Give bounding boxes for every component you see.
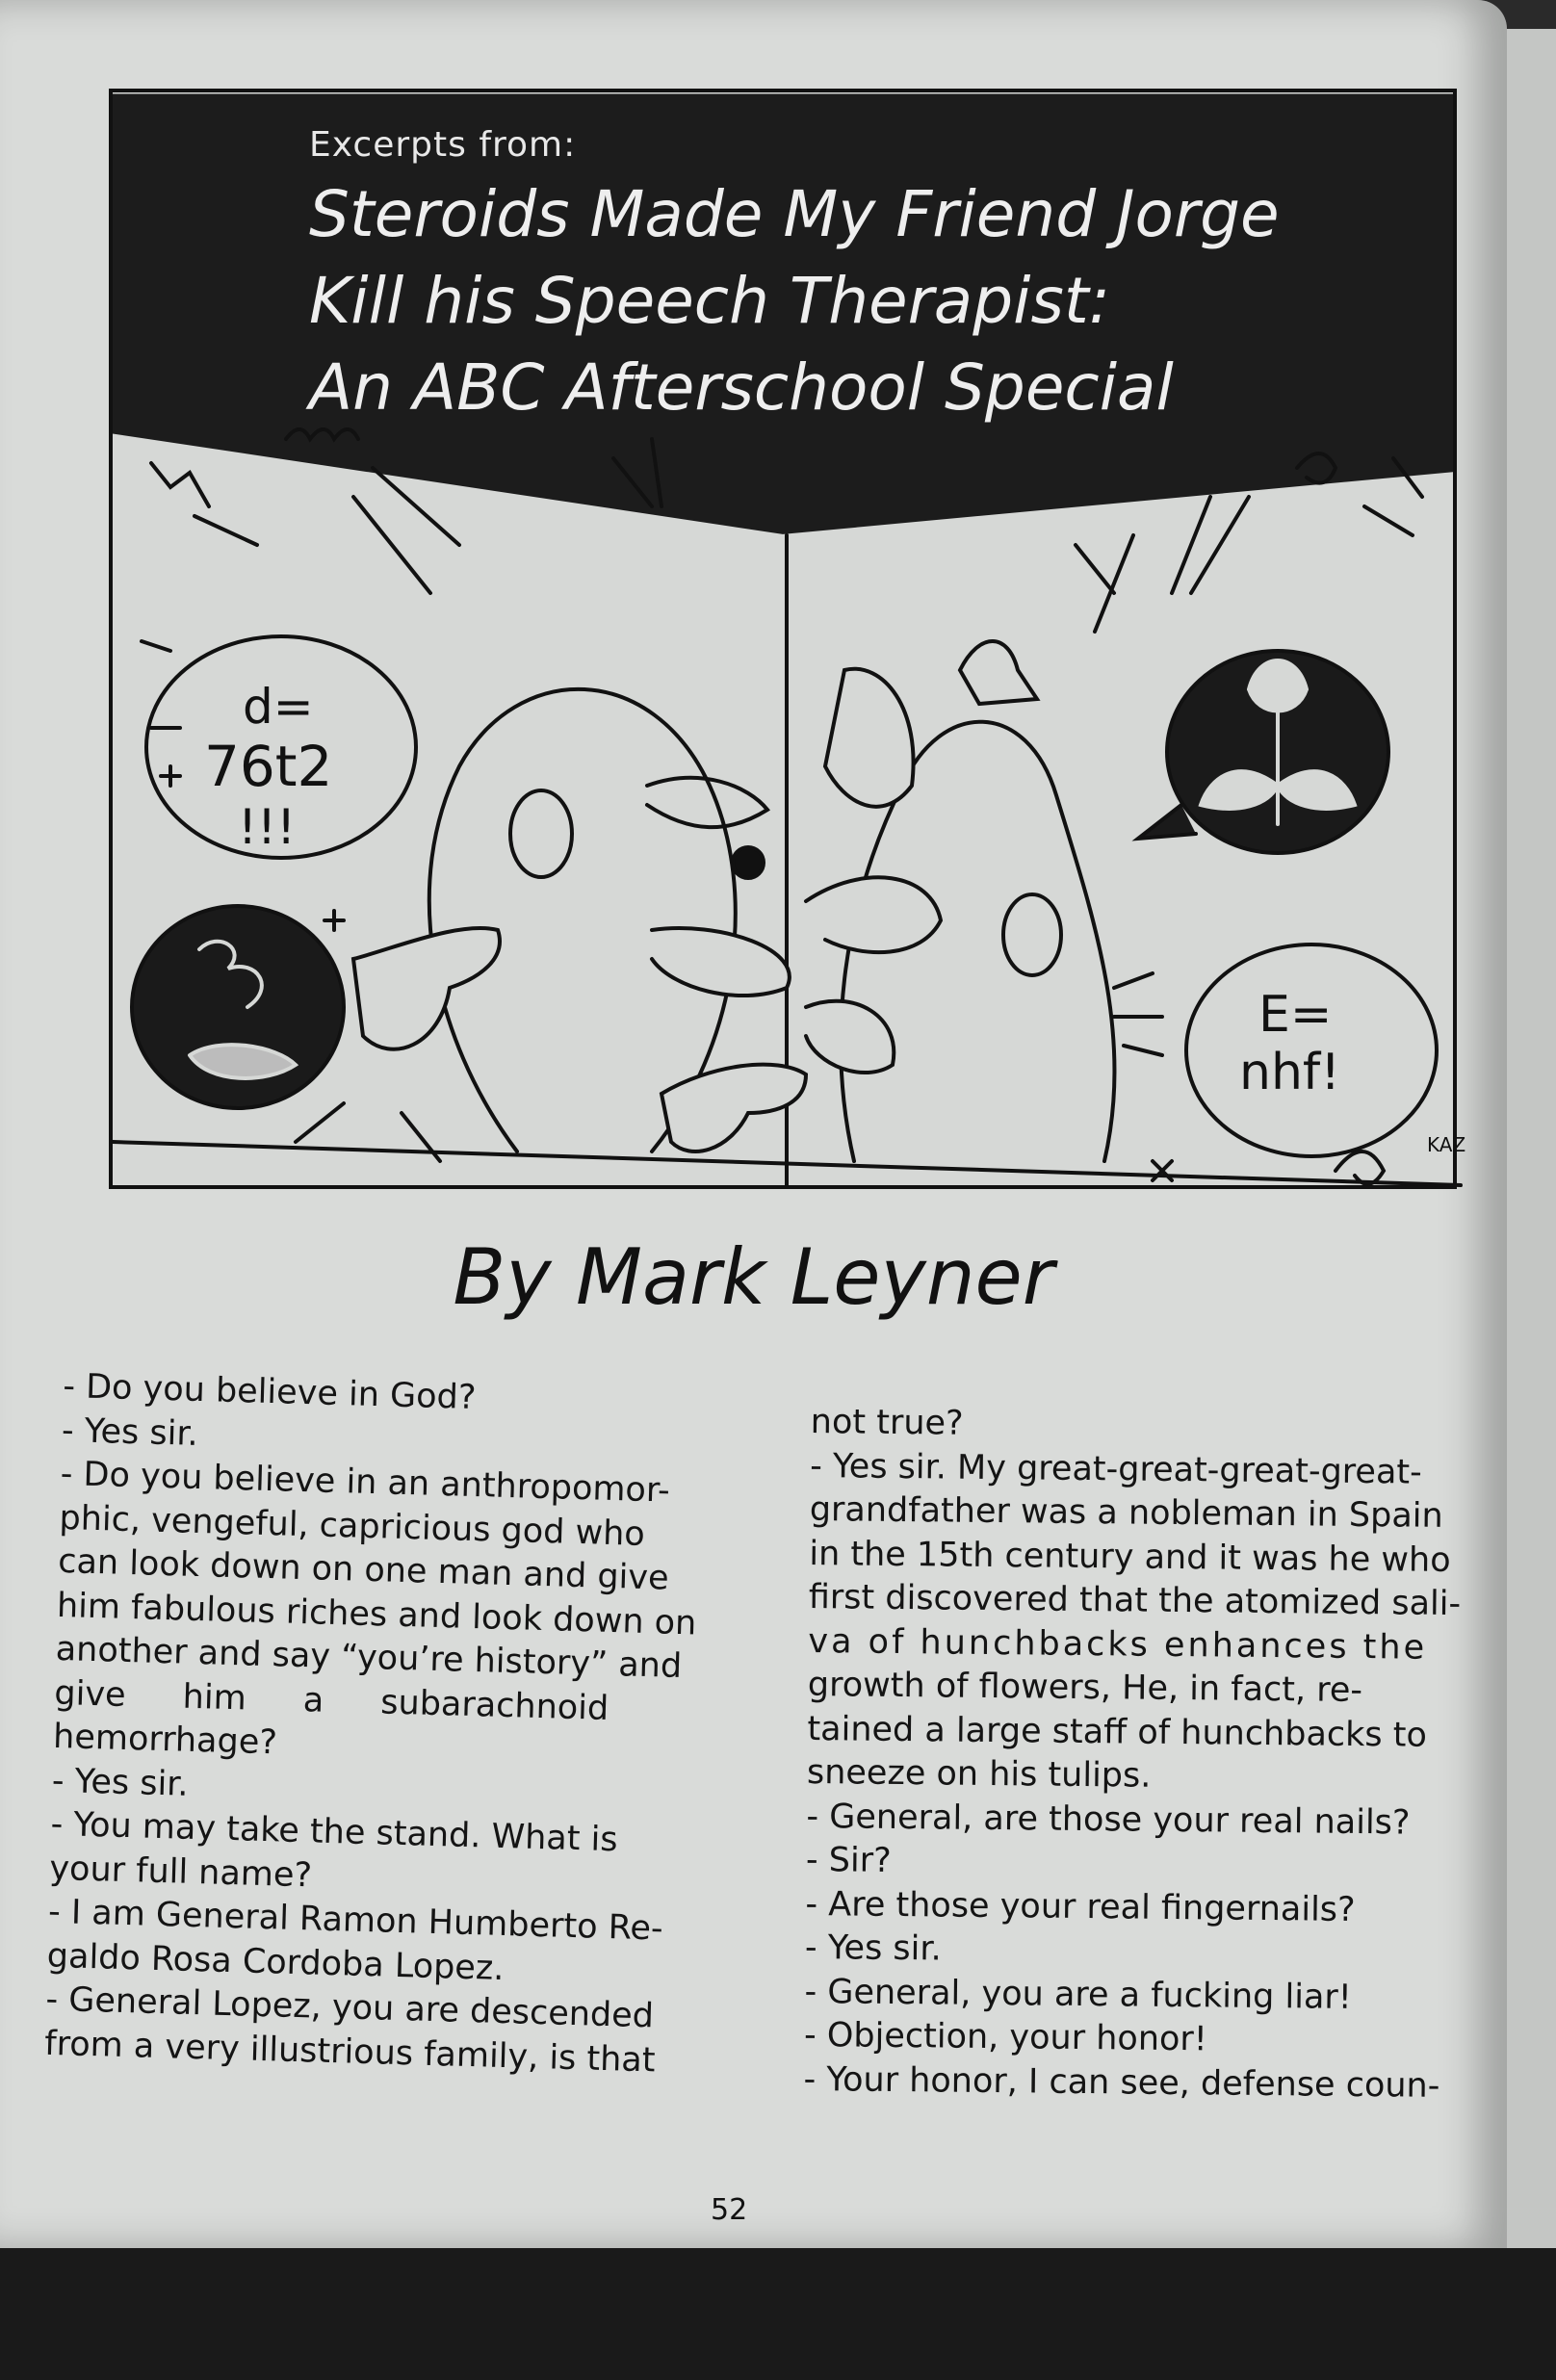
title-line-1: Steroids Made My Friend Jorge bbox=[309, 177, 1280, 251]
right-text-column bbox=[803, 1401, 1465, 2108]
facing-page-edge bbox=[1502, 29, 1556, 2282]
left-bubble-line-3: !!! bbox=[238, 799, 297, 855]
artist-signature: KAZ bbox=[1427, 1133, 1466, 1156]
title-line-3: An ABC Afterschool Special bbox=[309, 350, 1174, 425]
text-line: him fabulous riches and look down on bbox=[56, 1586, 697, 1643]
text-line: - Sir? bbox=[805, 1840, 892, 1880]
text-line: - General, are those your real nails? bbox=[806, 1797, 1411, 1843]
page-number: 52 bbox=[711, 2193, 748, 2227]
text-line: can look down on one man and give bbox=[57, 1541, 670, 1598]
background-surface bbox=[0, 2248, 1556, 2380]
header-illustration-box bbox=[109, 89, 1466, 1189]
text-line: - Do you believe in an anthropomor- bbox=[60, 1454, 671, 1511]
text-line: your full name? bbox=[48, 1849, 313, 1895]
text-line: growth of flowers, He, in fact, re- bbox=[807, 1665, 1363, 1711]
left-text-column bbox=[44, 1365, 718, 2084]
text-line: - General, you are a fucking liar! bbox=[804, 1972, 1353, 2017]
text-line: tained a large staff of hunchbacks to bbox=[807, 1709, 1428, 1755]
left-bubble-line-1: d= bbox=[243, 679, 314, 735]
text-line: sneeze on his tulips. bbox=[806, 1752, 1152, 1796]
text-line: - Yes sir. bbox=[61, 1410, 199, 1454]
text-line: va of hunchbacks enhances the bbox=[808, 1621, 1428, 1668]
text-line: from a very illustrious family, is that bbox=[43, 2024, 657, 2080]
byline: By Mark Leyner bbox=[453, 1232, 1054, 1322]
title-line-2: Kill his Speech Therapist: bbox=[309, 264, 1110, 338]
text-line: - Do you believe in God? bbox=[62, 1366, 477, 1417]
text-line: grandfather was a nobleman in Spain bbox=[809, 1489, 1443, 1536]
text-line: - Are those your real fingernails? bbox=[805, 1884, 1356, 1929]
text-line: - Yes sir. bbox=[804, 1927, 942, 1969]
right-bubble-line-2: nhf! bbox=[1239, 1044, 1341, 1101]
text-line: another and say “you’re history” and bbox=[55, 1629, 683, 1687]
text-line: phic, vengeful, capricious god who bbox=[59, 1498, 646, 1554]
text-line: give him a subarachnoid bbox=[53, 1673, 609, 1728]
text-line: in the 15th century and it was he who bbox=[809, 1534, 1451, 1580]
text-line: - Your honor, I can see, defense coun- bbox=[803, 2059, 1440, 2106]
text-line: - You may take the stand. What is bbox=[50, 1804, 619, 1860]
excerpts-label: Excerpts from: bbox=[309, 125, 577, 165]
text-line: - Yes sir. My great-great-great-great- bbox=[810, 1446, 1422, 1492]
text-line: - Yes sir. bbox=[51, 1761, 190, 1804]
cartoon-illustration bbox=[113, 92, 1466, 1193]
text-line: - General Lopez, you are descended bbox=[45, 1979, 655, 2036]
text-line: hemorrhage? bbox=[52, 1717, 278, 1763]
text-line: - I am General Ramon Humberto Re- bbox=[47, 1892, 664, 1949]
left-bubble-line-2: 76t2 bbox=[204, 734, 333, 799]
text-line: not true? bbox=[810, 1402, 964, 1443]
text-line: galdo Rosa Cordoba Lopez. bbox=[46, 1936, 505, 1988]
right-bubble-line-1: E= bbox=[1258, 986, 1333, 1044]
text-line: - Objection, your honor! bbox=[803, 2015, 1208, 2059]
text-line: first discovered that the atomized sali- bbox=[808, 1577, 1462, 1624]
